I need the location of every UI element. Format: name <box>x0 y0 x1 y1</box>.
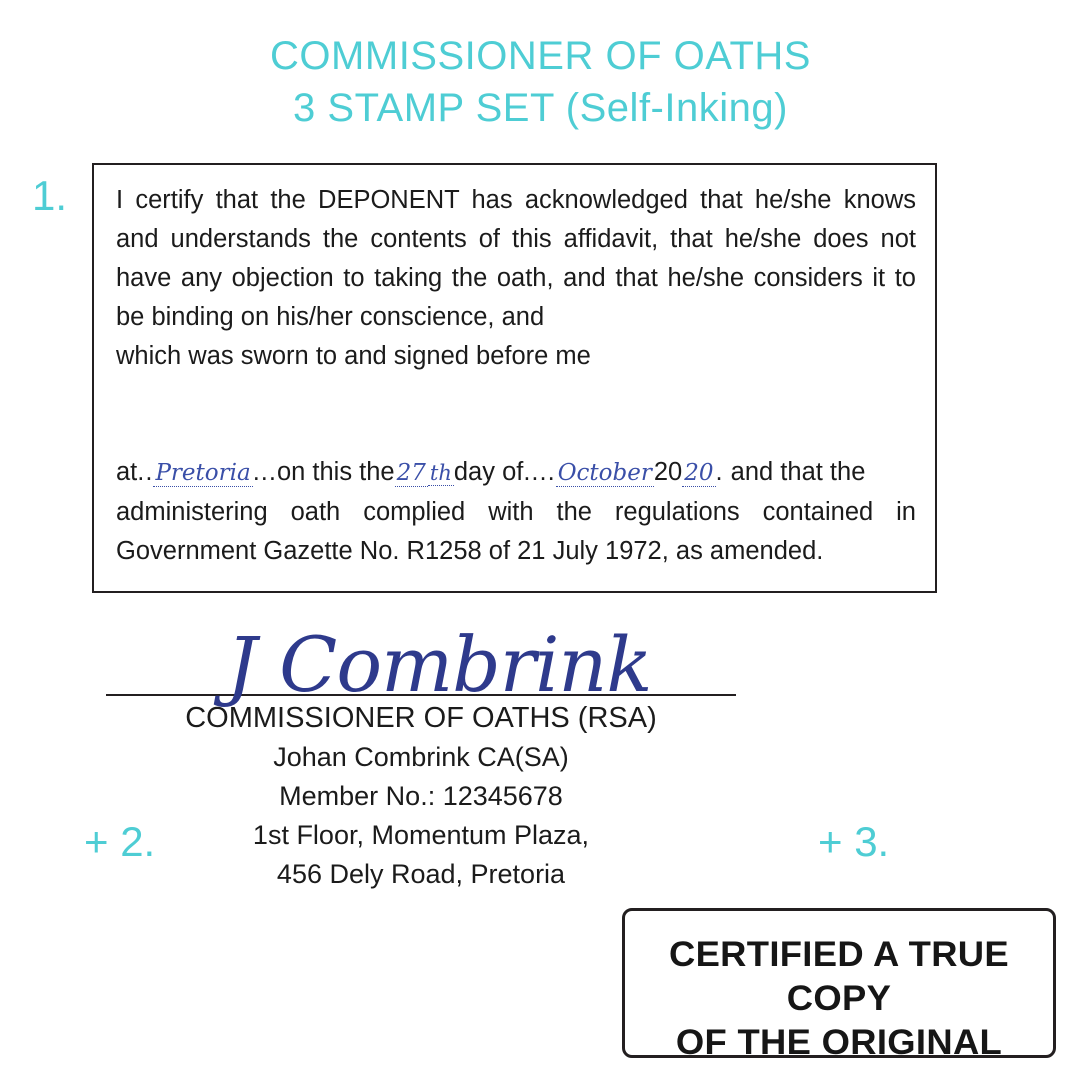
at-label: at <box>116 458 138 486</box>
stamp-1-closing-line: administering oath complied with the regulations contained in Government Gazette No. R1258 of 21 July 1972, as amended. <box>116 498 916 565</box>
day-of-label: day of <box>453 458 524 486</box>
signature-mark: J Combrink <box>226 620 652 709</box>
certified-true-copy-line-1: CERTIFIED A TRUE COPY <box>668 935 1010 1018</box>
stamp-1-date-line <box>116 453 916 493</box>
year-prefix-label: 20 <box>653 458 683 486</box>
page-title <box>0 30 1081 134</box>
at-dots-after: ... <box>252 458 277 486</box>
commissioner-title: COMMISSIONER OF OATHS (RSA) <box>185 702 657 734</box>
stamp-1-paragraph-text: I certify that the DEPONENT has acknowledged that he/she knows and understands the contents of this affidavit, that he/she does not have any objection to taking the oath, and that he/she considers it to be binding on his/her conscience, and <box>116 186 916 331</box>
commissioner-member-no: Member No.: 12345678 <box>279 781 563 811</box>
year-handwritten-value: 20 <box>684 460 714 486</box>
month-dots: .... <box>523 458 556 486</box>
commissioner-address-line-2: 456 Dely Road, Pretoria <box>276 859 566 889</box>
stamp-1-lower-block <box>116 453 916 571</box>
commissioner-name: Johan Combrink CA(SA) <box>273 742 569 772</box>
at-dots-before: .. <box>137 458 154 486</box>
day-suffix-handwritten: th <box>429 461 452 485</box>
month-handwritten-value: October <box>557 460 652 486</box>
day-handwritten-value: 27 <box>396 460 426 486</box>
marker-two: + 2. <box>84 818 156 865</box>
marker-one: 1. <box>32 172 68 219</box>
marker-three: + 3. <box>818 818 890 865</box>
page-title-line-1: COMMISSIONER OF OATHS <box>270 34 811 78</box>
stamp-2-commissioner-block <box>106 620 736 894</box>
place-handwritten-value: Pretoria <box>155 460 251 486</box>
stamp-1-paragraph <box>116 181 916 376</box>
stamp-3-certified-true-copy <box>622 908 1056 1062</box>
commissioner-address-line-1: 1st Floor, Momentum Plaza, <box>252 820 590 850</box>
page-title-line-2: 3 STAMP SET (Self-Inking) <box>293 86 788 130</box>
year-dots: . <box>715 458 724 486</box>
stamp-1-paragraph-last-line: which was sworn to and signed before me <box>116 342 591 370</box>
stamp-1-certification-box <box>92 163 937 593</box>
certified-true-copy-line-2: OF THE ORIGINAL <box>675 1023 1003 1062</box>
on-this-the-label: on this the <box>276 458 395 486</box>
and-that-the-label: and that the <box>723 458 866 486</box>
